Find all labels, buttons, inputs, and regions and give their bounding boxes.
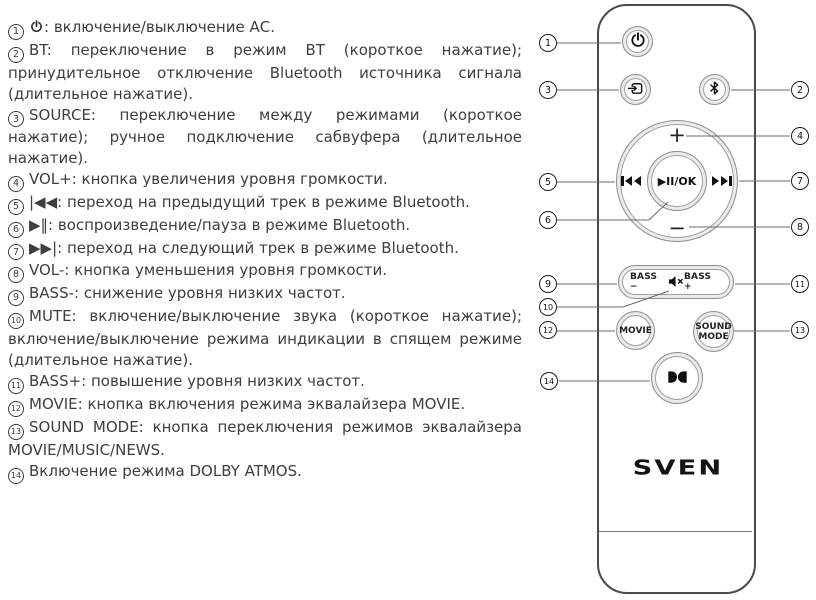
bass-plus-label: BASS +	[684, 272, 712, 292]
bluetooth-icon	[707, 80, 722, 100]
item-number-badge: 3	[8, 111, 24, 127]
manual-item: 5 |◀◀: переход на предыдущий трек в режиме Bluetooth.	[8, 192, 522, 215]
callout-10: 10	[539, 298, 557, 316]
item-number-badge: 11	[8, 378, 24, 394]
play-pause-ok-button	[647, 151, 707, 211]
item-number-badge: 8	[8, 267, 24, 283]
item-number-badge: 5	[8, 199, 24, 215]
manual-item: 14 Включение режима DOLBY ATMOS.	[8, 461, 522, 484]
item-number-badge: 2	[8, 47, 24, 63]
dolby-atmos-button	[651, 352, 703, 404]
previous-track-icon	[621, 175, 641, 187]
manual-item: 3 SOURCE: переключение между режимами (короткое нажатие); ручное подключение сабвуфера (длительное нажатие).	[8, 105, 522, 168]
callout-8: 8	[791, 218, 809, 236]
item-number-badge: 4	[8, 176, 24, 192]
callout-11: 11	[791, 275, 809, 293]
manual-item: 1 : включение/выключение АС.	[8, 17, 522, 40]
manual-item: 7 ▶▶|: переход на следующий трек в режиме Bluetooth.	[8, 238, 522, 261]
callout-2: 2	[791, 81, 809, 99]
callout-9: 9	[539, 275, 557, 293]
callout-5: 5	[539, 173, 557, 191]
item-number-badge: 7	[8, 244, 24, 260]
play-pause-ok-label: ▶II/OK	[657, 174, 697, 188]
manual-item: 11 BASS+: повышение уровня низких частот.	[8, 371, 522, 394]
volume-down-button: −	[668, 216, 686, 240]
power-button	[622, 26, 653, 57]
manual-item: 8 VOL-: кнопка уменьшения уровня громкости.	[8, 260, 522, 283]
sven-logo: SVEN	[632, 456, 724, 480]
callout-4: 4	[791, 127, 809, 145]
item-number-badge: 13	[8, 424, 24, 440]
manual-item: 2 BT: переключение в режим BT (короткое нажатие); принудительное отключение Bluetooth источника сигнала (длительное нажатие).	[8, 40, 522, 103]
callout-14: 14	[540, 372, 558, 390]
remote-bottom-divider	[599, 531, 752, 532]
movie-button	[616, 311, 655, 350]
item-number-badge: 10	[8, 313, 24, 329]
callout-1: 1	[539, 34, 557, 52]
callout-7: 7	[791, 172, 809, 190]
manual-item: 12 MOVIE: кнопка включения режима эквалайзера MOVIE.	[8, 394, 522, 417]
power-icon	[630, 32, 646, 52]
source-button	[620, 74, 651, 105]
bass-mute-pill-button	[618, 265, 734, 299]
callout-13: 13	[791, 321, 809, 339]
manual-item: 10 MUTE: включение/выключение звука (короткое нажатие); включение/выключение режима индикации в спящем режиме (длительное нажатие).	[8, 306, 522, 369]
callout-6: 6	[539, 211, 557, 229]
volume-up-button: +	[668, 123, 686, 147]
manual-item: 4 VOL+: кнопка увеличения уровня громкости.	[8, 169, 522, 192]
callout-12: 12	[539, 321, 557, 339]
bluetooth-button	[699, 74, 730, 105]
movie-label: MOVIE	[619, 325, 652, 336]
sound-mode-label: SOUND MODE	[695, 321, 732, 342]
dolby-double-d-icon	[667, 369, 688, 388]
manual-item: 9 BASS-: снижение уровня низких частот.	[8, 283, 522, 306]
item-number-badge: 9	[8, 290, 24, 306]
callout-3: 3	[539, 81, 557, 99]
power-icon	[30, 18, 43, 39]
item-number-badge: 14	[8, 468, 24, 484]
manual-item: 6 ▶‖: воспроизведение/пауза в режиме Bluetooth.	[8, 215, 522, 238]
item-number-badge: 12	[8, 401, 24, 417]
bass-minus-label: BASS −	[630, 272, 658, 292]
manual-item: 13 SOUND MODE: кнопка переключения режимов эквалайзера MOVIE/MUSIC/NEWS.	[8, 417, 522, 459]
source-input-icon	[627, 80, 644, 100]
mute-speaker-icon	[668, 273, 684, 292]
sound-mode-button	[693, 311, 734, 352]
next-track-icon	[712, 175, 732, 187]
item-number-badge: 6	[8, 222, 24, 238]
item-number-badge: 1	[8, 24, 24, 40]
manual-list	[8, 17, 522, 484]
